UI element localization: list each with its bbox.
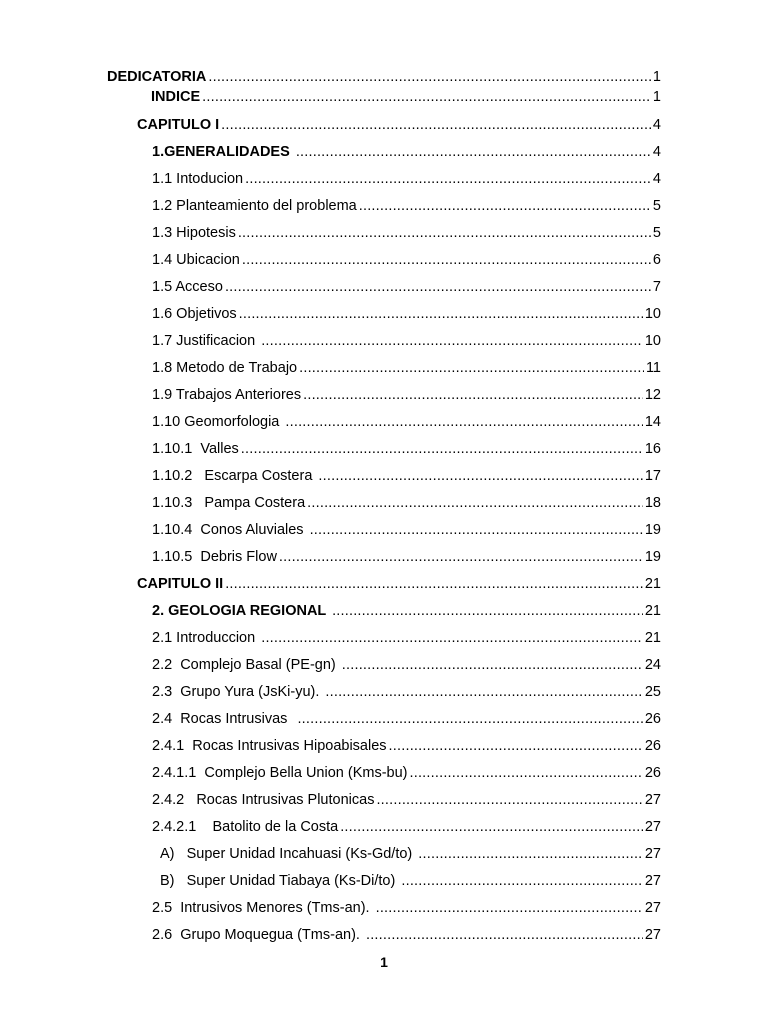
dot-leader xyxy=(285,413,642,431)
toc-entry-label: CAPITULO II xyxy=(137,576,224,592)
toc-entry-label: 1.9 Trabajos Anteriores xyxy=(152,387,302,403)
dot-leader xyxy=(208,68,651,86)
toc-entry-page: 18 xyxy=(644,495,661,511)
toc-entry-label: 2.5 Intrusivos Menores (Tms-an). xyxy=(152,900,374,916)
toc-entry-dedicatoria[interactable] xyxy=(107,66,661,86)
dot-leader xyxy=(359,197,651,215)
toc-entry-label: 1.5 Acceso xyxy=(152,279,223,295)
toc-entry-page: 19 xyxy=(644,522,661,538)
toc-entry-label: A) Super Unidad Incahuasi (Ks-Gd/to) xyxy=(160,846,417,862)
dot-leader xyxy=(376,899,643,917)
toc-entry-label: 1.8 Metodo de Trabajo xyxy=(152,360,298,376)
toc-entry-capitulo-1[interactable] xyxy=(137,114,661,134)
toc-entry-1-8[interactable] xyxy=(152,357,661,377)
toc-entry-2-4-2-1[interactable] xyxy=(152,816,661,836)
toc-entry-page: 17 xyxy=(644,468,661,484)
toc-entry-label: 1.3 Hipotesis xyxy=(152,225,236,241)
toc-entry-1-10-2[interactable] xyxy=(152,465,661,485)
toc-entry-label: 1.10.3 Pampa Costera xyxy=(152,495,306,511)
dot-leader xyxy=(296,143,651,161)
toc-entry-1-7[interactable] xyxy=(152,330,661,350)
toc-entry-2-4-1-1[interactable] xyxy=(152,762,661,782)
dot-leader xyxy=(418,845,643,863)
dot-leader xyxy=(245,170,651,188)
dot-leader xyxy=(310,521,643,539)
toc-entry-page: 27 xyxy=(644,792,661,808)
toc-entry-page: 21 xyxy=(644,630,661,646)
toc-entry-1-6[interactable] xyxy=(152,303,661,323)
toc-entry-capitulo-2[interactable] xyxy=(137,573,661,593)
page-number: 1 xyxy=(380,954,388,970)
toc-entry-page: 1 xyxy=(652,89,661,105)
toc-entry-2-4-2[interactable] xyxy=(152,789,661,809)
dot-leader xyxy=(239,305,643,323)
toc-entry-label: 2.2 Complejo Basal (PE-gn) xyxy=(152,657,340,673)
toc-entry-page: 21 xyxy=(644,603,661,619)
toc-entry-page: 27 xyxy=(644,900,661,916)
dot-leader xyxy=(366,926,643,944)
toc-entry-label: DEDICATORIA xyxy=(107,69,207,85)
toc-entry-label: 1.2 Planteamiento del problema xyxy=(152,198,357,214)
toc-entry-2-2[interactable] xyxy=(152,654,661,674)
toc-entry-label: INDICE xyxy=(151,89,201,105)
toc-entry-2-6[interactable] xyxy=(152,924,661,944)
toc-entry-page: 14 xyxy=(644,414,661,430)
toc-entry-label: 2.6 Grupo Moquegua (Tms-an). xyxy=(152,927,364,943)
toc-entry-1-3[interactable] xyxy=(152,222,661,242)
toc-entry-page: 25 xyxy=(644,684,661,700)
dot-leader xyxy=(303,386,643,404)
toc-entry-page: 12 xyxy=(644,387,661,403)
toc-entry-label: 1.GENERALIDADES xyxy=(152,144,294,160)
toc-entry-1-9[interactable] xyxy=(152,384,661,404)
dot-leader xyxy=(409,764,642,782)
toc-entry-2-5[interactable] xyxy=(152,897,661,917)
toc-entry-page: 10 xyxy=(644,306,661,322)
dot-leader xyxy=(225,278,651,296)
dot-leader xyxy=(342,656,643,674)
dot-leader xyxy=(242,251,651,269)
toc-entry-page: 6 xyxy=(652,252,661,268)
toc-entry-page: 26 xyxy=(644,711,661,727)
toc-entry-b[interactable] xyxy=(160,870,661,890)
toc-entry-label: 2. GEOLOGIA REGIONAL xyxy=(152,603,331,619)
dot-leader xyxy=(389,737,643,755)
toc-entry-1-10-1[interactable] xyxy=(152,438,661,458)
toc-entry-label: 1.1 Intoducion xyxy=(152,171,244,187)
toc-entry-a[interactable] xyxy=(160,843,661,863)
toc-entry-page: 27 xyxy=(644,927,661,943)
toc-entry-2-4[interactable] xyxy=(152,708,661,728)
dot-leader xyxy=(376,791,642,809)
toc-entry-page: 24 xyxy=(644,657,661,673)
toc-entry-page: 4 xyxy=(652,117,661,133)
toc-entry-geologia-regional[interactable] xyxy=(152,600,661,620)
dot-leader xyxy=(279,548,643,566)
toc-entry-label: 1.10 Geomorfologia xyxy=(152,414,284,430)
toc-entry-label: 2.4 Rocas Intrusivas xyxy=(152,711,296,727)
toc-entry-label: 1.10.1 Valles xyxy=(152,441,239,457)
toc-entry-indice[interactable] xyxy=(151,86,661,106)
toc-entry-label: 1.10.5 Debris Flow xyxy=(152,549,277,565)
dot-leader xyxy=(297,710,642,728)
toc-entry-page: 16 xyxy=(644,441,661,457)
toc-entry-page: 11 xyxy=(645,360,661,376)
toc-entry-page: 19 xyxy=(644,549,661,565)
toc-entry-generalidades[interactable] xyxy=(152,141,661,161)
toc-entry-label: 2.4.2.1 Batolito de la Costa xyxy=(152,819,339,835)
toc-entry-1-10-5[interactable] xyxy=(152,546,661,566)
toc-entry-label: 2.4.1.1 Complejo Bella Union (Kms-bu) xyxy=(152,765,408,781)
toc-entry-page: 27 xyxy=(644,846,661,862)
toc-entry-1-1[interactable] xyxy=(152,168,661,188)
toc-entry-label: 1.7 Justificacion xyxy=(152,333,260,349)
toc-entry-page: 10 xyxy=(644,333,661,349)
dot-leader xyxy=(325,683,642,701)
toc-entry-label: 2.3 Grupo Yura (JsKi-yu). xyxy=(152,684,324,700)
toc-entry-page: 5 xyxy=(652,198,661,214)
toc-entry-page: 27 xyxy=(644,873,661,889)
toc-entry-page: 4 xyxy=(652,144,661,160)
toc-entry-page: 1 xyxy=(652,69,661,85)
toc-entry-1-10-3[interactable] xyxy=(152,492,661,512)
toc-entry-page: 26 xyxy=(644,738,661,754)
dot-leader xyxy=(318,467,642,485)
dot-leader xyxy=(299,359,644,377)
toc-entry-page: 26 xyxy=(644,765,661,781)
toc-entry-label: 1.6 Objetivos xyxy=(152,306,237,322)
toc-entry-1-10-4[interactable] xyxy=(152,519,661,539)
dot-leader xyxy=(261,629,643,647)
toc-entry-1-10[interactable] xyxy=(152,411,661,431)
toc-entry-page: 27 xyxy=(644,819,661,835)
toc-entry-label: 1.10.4 Conos Aluviales xyxy=(152,522,308,538)
dot-leader xyxy=(241,440,643,458)
toc-entry-2-1[interactable] xyxy=(152,627,661,647)
dot-leader xyxy=(261,332,643,350)
toc-entry-1-4[interactable] xyxy=(152,249,661,269)
toc-entry-page: 21 xyxy=(644,576,661,592)
toc-entry-label: CAPITULO I xyxy=(137,117,220,133)
toc-entry-label: 2.4.2 Rocas Intrusivas Plutonicas xyxy=(152,792,375,808)
toc-entry-2-3[interactable] xyxy=(152,681,661,701)
toc-entry-1-2[interactable] xyxy=(152,195,661,215)
dot-leader xyxy=(221,116,651,134)
toc-entry-label: 2.1 Introduccion xyxy=(152,630,260,646)
dot-leader xyxy=(401,872,643,890)
toc-entry-1-5[interactable] xyxy=(152,276,661,296)
toc-entry-label: 2.4.1 Rocas Intrusivas Hipoabisales xyxy=(152,738,387,754)
toc-entry-page: 5 xyxy=(652,225,661,241)
dot-leader xyxy=(340,818,643,836)
toc-entry-label: 1.4 Ubicacion xyxy=(152,252,240,268)
toc-entry-label: B) Super Unidad Tiabaya (Ks-Di/to) xyxy=(160,873,400,889)
toc-entry-page: 7 xyxy=(652,279,661,295)
dot-leader xyxy=(202,88,651,106)
toc-entry-2-4-1[interactable] xyxy=(152,735,661,755)
dot-leader xyxy=(238,224,651,242)
dot-leader xyxy=(332,602,643,620)
toc-entry-label: 1.10.2 Escarpa Costera xyxy=(152,468,317,484)
dot-leader xyxy=(307,494,643,512)
dot-leader xyxy=(225,575,643,593)
toc-entry-page: 4 xyxy=(652,171,661,187)
